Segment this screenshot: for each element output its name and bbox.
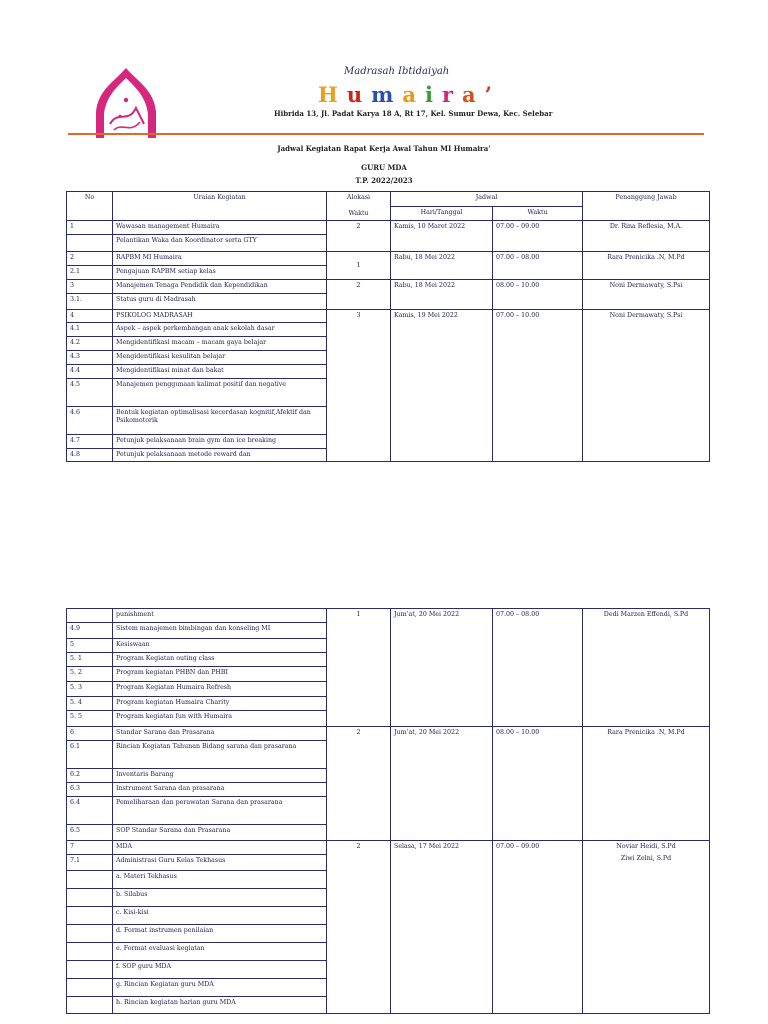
row-number: 4.1	[67, 323, 113, 337]
org-name-letter: a	[402, 82, 425, 107]
row-activity: RAPBM MI Humaira	[113, 252, 327, 266]
row-number	[67, 943, 113, 961]
row-number: 4.3	[67, 351, 113, 365]
org-name-letter: H	[318, 82, 347, 107]
row-number: 4.7	[67, 435, 113, 449]
row-time: 07.00 – 09.00	[493, 841, 583, 1014]
document-period: T.P. 2022/2023	[355, 176, 413, 185]
document-title: Jadwal Kegiatan Rapat Kerja Awal Tahun MI Humaira’	[277, 144, 491, 153]
row-number	[67, 609, 113, 623]
row-date: Selasa, 17 Mei 2022	[391, 841, 493, 1014]
row-time: 08.00 – 10.00	[493, 280, 583, 310]
org-name-letter: ’	[484, 82, 501, 107]
row-number	[67, 979, 113, 997]
row-allocation: 2	[327, 280, 391, 310]
row-time: 07.00 – 08.00	[493, 252, 583, 280]
row-activity: Sistem manajemen bimbingan dan konseling MI	[113, 623, 327, 639]
person-name: Dr. Rina Reflesia, M.A.	[609, 223, 683, 230]
org-name-letter: u	[346, 82, 372, 107]
row-number: 6.3	[67, 783, 113, 797]
row-person-in-charge	[583, 841, 710, 1014]
header-alokasi: Alokasi Waktu	[327, 192, 391, 221]
row-activity: Pengajuan RAPBM setiap kelas	[113, 266, 327, 280]
row-number	[67, 235, 113, 252]
row-activity: Instrument Sarana dan prasarana	[113, 783, 327, 797]
row-time: 07.00 – 09.00	[493, 221, 583, 252]
row-number: 2.1	[67, 266, 113, 280]
row-person-in-charge	[583, 221, 710, 252]
agenda-table-page1	[66, 191, 710, 462]
header-divider	[68, 133, 704, 135]
row-number: 6	[67, 727, 113, 741]
row-number	[67, 925, 113, 943]
row-number: 4.5	[67, 379, 113, 407]
row-time: 07.00 – 10.00	[493, 310, 583, 462]
header-uraian: Uraian Kegiatan	[113, 192, 327, 221]
row-number: 5. 1	[67, 653, 113, 667]
org-name-letter: i	[424, 82, 442, 107]
row-date: Jum’at, 20 Mei 2022	[391, 609, 493, 727]
row-allocation: 2	[327, 727, 391, 841]
row-number: 3	[67, 280, 113, 294]
header-jadwal: Jadwal	[391, 192, 583, 207]
row-activity: Program Kegiatan Humaira Refresh	[113, 682, 327, 697]
org-name-letter: a	[462, 82, 485, 107]
row-activity: Standar Sarana dan Prasarana	[113, 727, 327, 741]
row-allocation: 3	[327, 310, 391, 462]
row-date: Rabu, 18 Mei 2022	[391, 280, 493, 310]
row-activity: h. Rincian kegiatan harian guru MDA	[113, 997, 327, 1014]
row-activity: Kesiswaan	[113, 639, 327, 653]
row-person-in-charge	[583, 727, 710, 841]
row-activity: Inventaris Barang	[113, 769, 327, 783]
row-number: 1	[67, 221, 113, 235]
row-activity: PSIKOLOG MADRASAH	[113, 310, 327, 323]
row-allocation: 1	[327, 252, 391, 280]
row-number: 4.6	[67, 407, 113, 435]
row-activity: Program kegiatan Humaira Charity	[113, 697, 327, 711]
table-row	[67, 221, 710, 235]
table-row	[67, 609, 710, 623]
row-activity: punishment	[113, 609, 327, 623]
row-time: 07.00 – 08.00	[493, 609, 583, 727]
person-name: Rara Prenicika .N, M.Pd	[607, 254, 685, 261]
table-row	[67, 280, 710, 294]
row-number: 4.4	[67, 365, 113, 379]
person-name: Rara Prenicika .N, M.Pd	[607, 729, 685, 736]
table-row	[67, 252, 710, 266]
header-waktu: Waktu	[493, 207, 583, 221]
row-activity: Mengidentifikasi macam – macam gaya belajar	[113, 337, 327, 351]
row-activity: Pelantikan Waka dan Koordinator serta GTY	[113, 235, 327, 252]
row-person-in-charge	[583, 252, 710, 280]
header-hari: Hari/Tanggal	[391, 207, 493, 221]
row-number: 4.2	[67, 337, 113, 351]
row-activity: Administrasi Guru Kelas Tekhasus	[113, 855, 327, 871]
row-number: 6.2	[67, 769, 113, 783]
row-number: 5. 2	[67, 667, 113, 682]
row-number: 2	[67, 252, 113, 266]
row-allocation: 2	[327, 841, 391, 1014]
row-activity: MDA	[113, 841, 327, 855]
org-name-letter: m	[371, 82, 403, 107]
row-activity: Bentuk kegiatan optimalisasi kecerdasan kognitif,Afektif dan Psikomotorik	[113, 407, 327, 435]
table-row	[67, 310, 710, 323]
header-penanggung: Penanggung Jawab	[583, 192, 710, 221]
row-activity: Mengidentifikasi minat dan bakat	[113, 365, 327, 379]
row-activity: Program kegiatan fun with Humaira	[113, 711, 327, 727]
person-name: Noni Dermawaty, S.Psi	[609, 282, 683, 289]
row-number: 6.1	[67, 741, 113, 769]
org-name	[318, 82, 501, 107]
row-number: 7.1	[67, 855, 113, 871]
person-name: Dedi Marzen Effendi, S.Pd	[603, 611, 689, 618]
row-activity: Rincian Kegiatan Tahunan Bidang sarana dan prasarana	[113, 741, 327, 769]
row-activity: g. Rincian Kegiatan guru MDA	[113, 979, 327, 997]
person-name: Ziwi Zelni, S.Pd	[620, 855, 672, 862]
row-date: Kamis, 19 Mei 2022	[391, 310, 493, 462]
row-activity: f. SOP guru MDA	[113, 961, 327, 979]
row-allocation: 1	[327, 609, 391, 727]
row-number: 3.1.	[67, 294, 113, 310]
org-address: Hibrida 13, Jl. Padat Karya 18 A, Rt 17, Kel. Sumur Dewa, Kec. Selebar	[274, 109, 553, 118]
row-number: 7	[67, 841, 113, 855]
org-name-letter: r	[441, 82, 463, 107]
row-activity: Program Kegiatan outing class	[113, 653, 327, 667]
row-activity: Manajemen penggunaan kalimat positif dan negative	[113, 379, 327, 407]
table-row	[67, 841, 710, 855]
row-person-in-charge	[583, 310, 710, 462]
row-date: Jum’at, 20 Mei 2022	[391, 727, 493, 841]
row-activity: Petunjuk pelaksanaan metode reward dan	[113, 449, 327, 462]
person-name: Noni Dermawaty, S.Psi	[609, 312, 683, 319]
row-activity: c. Kisi-kisi	[113, 907, 327, 925]
header-no: No	[67, 192, 113, 221]
row-person-in-charge	[583, 609, 710, 727]
row-number	[67, 871, 113, 889]
row-person-in-charge	[583, 280, 710, 310]
row-activity: d. Format instrumen penilaian	[113, 925, 327, 943]
document-subtitle: GURU MDA	[361, 163, 407, 172]
row-activity: Manajemen Tenaga Pendidik dan Kependidikan	[113, 280, 327, 294]
person-name: Noviar Heidi, S.Pd	[616, 843, 676, 850]
agenda-table-page2	[66, 608, 710, 1014]
row-date: Rabu, 18 Mei 2022	[391, 252, 493, 280]
row-activity: e. Format evaluasi kegiatan	[113, 943, 327, 961]
row-number: 4.9	[67, 623, 113, 639]
row-activity: Status guru di Madrasah	[113, 294, 327, 310]
row-number: 4	[67, 310, 113, 323]
row-activity: Aspek – aspek perkembangan anak sekolah dasar	[113, 323, 327, 337]
row-number: 6.5	[67, 825, 113, 841]
row-activity: Mengidentifikasi kesulitan belajar	[113, 351, 327, 365]
row-activity: Pemeliharaan dan perawatan Sarana dan prasarana	[113, 797, 327, 825]
row-activity: Wawasan management Humaira	[113, 221, 327, 235]
row-number: 5	[67, 639, 113, 653]
org-subtitle: Madrasah Ibtidaiyah	[344, 66, 450, 77]
row-number: 5. 5	[67, 711, 113, 727]
row-number	[67, 889, 113, 907]
row-number	[67, 961, 113, 979]
row-date: Kamis, 10 Maret 2022	[391, 221, 493, 252]
row-number	[67, 997, 113, 1014]
row-activity: Petunjuk pelaksanaan brain gym dan ice breaking	[113, 435, 327, 449]
row-activity: SOP Standar Sarana dan Prasarana	[113, 825, 327, 841]
row-number: 5. 4	[67, 697, 113, 711]
row-number: 5. 3	[67, 682, 113, 697]
row-time: 08.00 – 10.00	[493, 727, 583, 841]
row-activity: Program kegiatan PHBN dan PHBI	[113, 667, 327, 682]
row-activity: b. Silabus	[113, 889, 327, 907]
row-allocation: 2	[327, 221, 391, 252]
row-activity: a. Materi Tekhasus	[113, 871, 327, 889]
school-logo	[84, 64, 168, 142]
table-row	[67, 727, 710, 741]
row-number: 4.8	[67, 449, 113, 462]
row-number	[67, 907, 113, 925]
row-number: 6.4	[67, 797, 113, 825]
